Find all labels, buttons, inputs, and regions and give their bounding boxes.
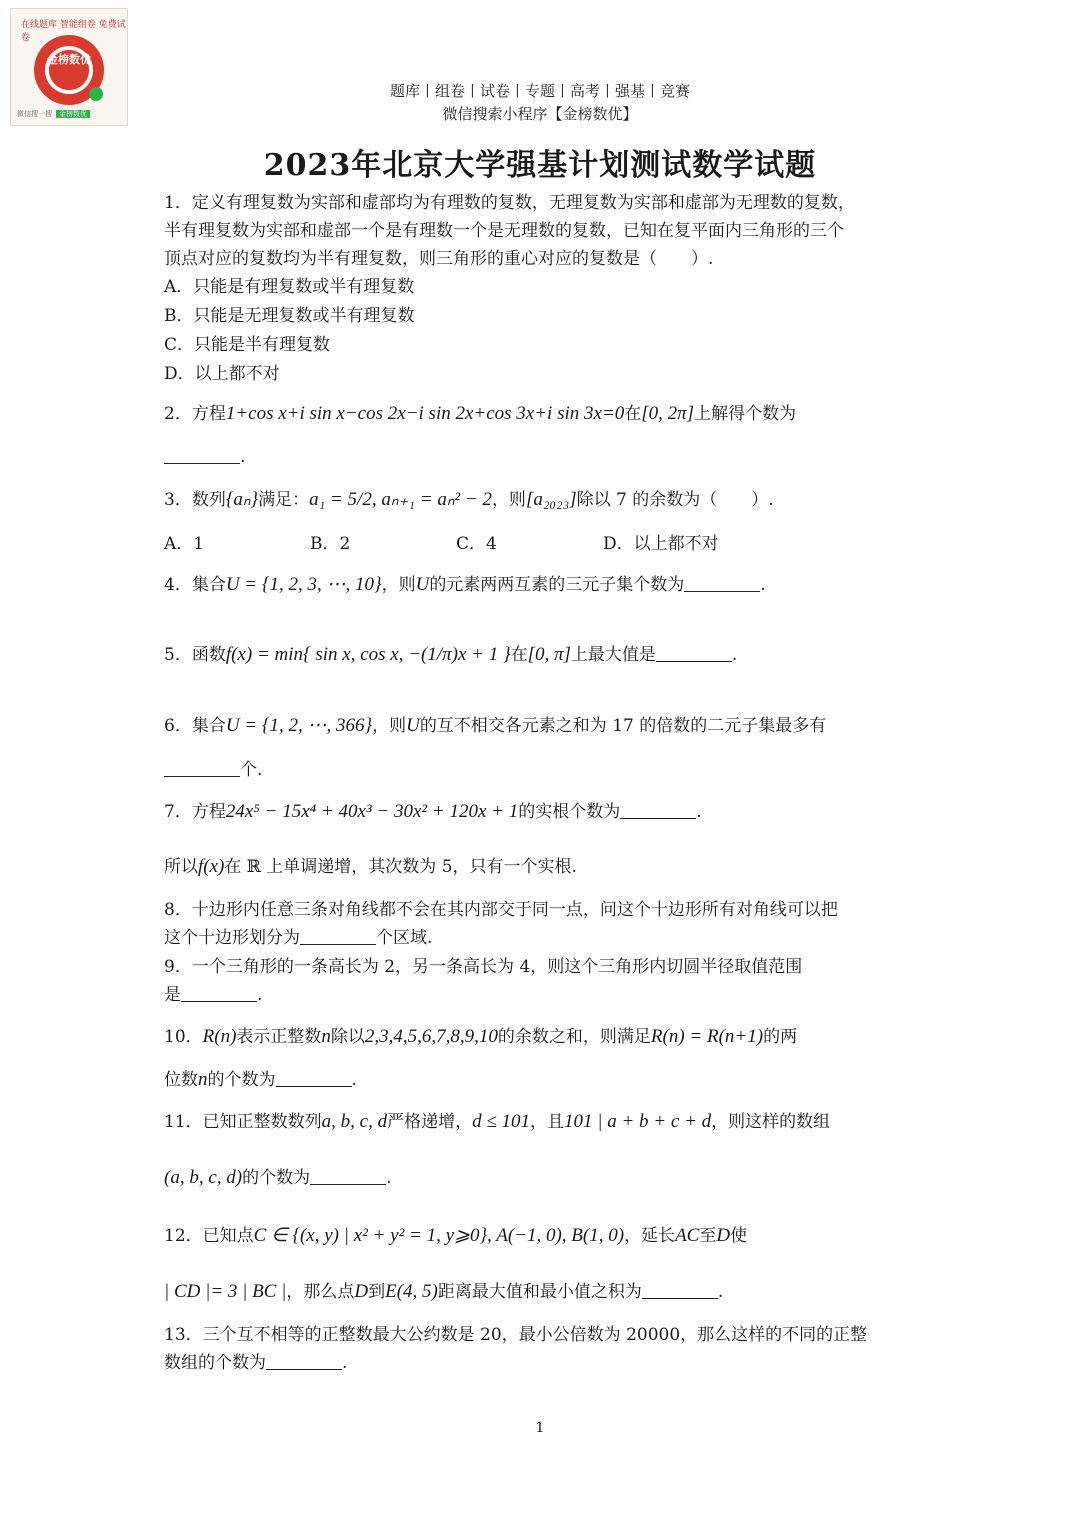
q12-post3: 使 — [730, 1226, 748, 1246]
q11-line1 — [164, 1108, 920, 1136]
q3-equation: a₁ = 5/2, aₙ₊₁ = aₙ² − 2 — [309, 489, 492, 510]
header-search: 微信搜索小程序【金榜数优】 — [442, 105, 638, 123]
q12-point-e: E(4, 5) — [385, 1281, 438, 1302]
q8-line1: 8．十边形内任意三条对角线都不会在其内部交于同一点，问这个十边形所有对角线可以把 — [164, 900, 838, 920]
q2-end: . — [240, 447, 246, 467]
q4-set: U = {1, 2, 3, ⋯, 10} — [225, 574, 382, 595]
q5-equation: f(x) = min{ sin x, cos x, −(1/π)x + 1 } — [225, 644, 511, 665]
q2-prefix: 2．方程 — [164, 404, 226, 424]
badge-bar-right: 金榜数优 — [56, 110, 90, 118]
answer-blank — [684, 573, 760, 592]
answer-blank — [164, 445, 240, 464]
q5-range: [0, π] — [527, 644, 571, 665]
q3-mid: 满足： — [258, 490, 310, 510]
note-prefix: 所以 — [164, 857, 198, 877]
q7-end: . — [696, 802, 702, 822]
q5-mid: 在 — [510, 645, 528, 665]
answer-blank — [310, 1166, 386, 1185]
q9-end: . — [257, 985, 263, 1005]
q5-line1 — [164, 641, 920, 669]
q5-post: 上最大值是 — [570, 645, 656, 665]
q12-line2-post: ，那么点 — [286, 1282, 355, 1302]
q13-end: . — [342, 1353, 348, 1373]
q10-line2-n: n — [198, 1069, 208, 1090]
q8-line2-text: 这个十边形划分为 — [164, 928, 300, 948]
q2-mid: 在 — [624, 404, 642, 424]
answer-blank — [266, 1351, 342, 1370]
q3-post: 除以 7 的余数为（ ）. — [576, 490, 774, 510]
answer-blank — [656, 643, 732, 662]
q10-n: n — [321, 1026, 331, 1047]
q12-ac: AC — [675, 1225, 700, 1246]
q11-end: . — [386, 1168, 392, 1188]
q6-prefix: 6．集合 — [164, 716, 226, 736]
q10-post2: 除以 — [330, 1027, 365, 1047]
header-nav: 题库丨组卷丨试卷丨专题丨高考丨强基丨竞赛 — [389, 82, 690, 100]
q2-range: [0, 2π] — [641, 403, 695, 424]
q1-option-d: D．以上都不对 — [164, 364, 280, 384]
badge-bar-left: 微信搜一搜 — [17, 110, 52, 118]
q6-end: 个. — [240, 760, 263, 780]
q10-rn: R(n) — [202, 1026, 237, 1047]
note-post: 在 ℝ 上单调递增，其次数为 5，只有一个实根. — [224, 857, 577, 877]
q11-line2 — [164, 1164, 920, 1192]
q8-line2 — [164, 924, 920, 952]
q5-prefix: 5．函数 — [164, 645, 226, 665]
q12-line2-d: D — [354, 1281, 369, 1302]
q10-end: . — [351, 1070, 357, 1090]
q12-prefix: 12．已知点 — [164, 1226, 254, 1246]
q11-post2: ，且 — [530, 1112, 565, 1132]
answer-blank — [620, 800, 696, 819]
q3-line1 — [164, 486, 920, 514]
q9-line2 — [164, 981, 920, 1009]
answer-blank — [276, 1068, 352, 1087]
q5-end: . — [731, 645, 738, 665]
q4-post2: 的元素两两互素的三元子集个数为 — [429, 575, 685, 595]
q10-line2 — [164, 1066, 920, 1094]
q12-post2: 至 — [699, 1226, 717, 1246]
q10-prefix: 10． — [164, 1027, 203, 1047]
q4-post: ，则 — [381, 575, 416, 595]
q10-list: 2,3,4,5,6,7,8,9,10 — [364, 1026, 498, 1047]
q11-tuple: (a, b, c, d) — [164, 1167, 243, 1188]
q7-equation: 24x⁵ − 15x⁴ + 40x³ − 30x² + 120x + 1 — [225, 801, 519, 822]
q6-post: ，则 — [372, 716, 407, 736]
q6-line1 — [164, 712, 920, 740]
q3-option-d: D．以上都不对 — [603, 534, 719, 554]
q3-option-c: C．4 — [456, 534, 497, 554]
q1-option-a: A．只能是有理复数或半有理复数 — [164, 277, 415, 297]
q12-set: C ∈ {(x, y) | x² + y² = 1, y⩾0}, A(−1, 0), B(1, 0) — [253, 1225, 625, 1246]
q9-line1: 9．一个三角形的一条高长为 2，另一条高长为 4，则这个三角形内切圆半径取值范围 — [164, 957, 803, 977]
answer-blank — [642, 1280, 718, 1299]
q6-set: U = {1, 2, ⋯, 366} — [225, 715, 373, 736]
q11-line2-post: 的个数为 — [242, 1168, 311, 1188]
q4-u: U — [415, 574, 430, 595]
q1-line3: 顶点对应的复数均为半有理复数，则三角形的重心对应的复数是（ ）. — [164, 249, 714, 269]
q6-line2 — [164, 756, 920, 784]
q10-post4: 的两 — [763, 1027, 798, 1047]
q3-sequence: {aₙ} — [225, 489, 259, 510]
badge-center-text: 金榜数优 — [47, 53, 91, 66]
answer-blank — [300, 926, 376, 945]
q1-option-c: C．只能是半有理复数 — [164, 335, 331, 355]
q10-post3: 的余数之和，则满足 — [497, 1027, 651, 1047]
q12-line2-post2: 到 — [368, 1282, 386, 1302]
q13-line2 — [164, 1349, 920, 1377]
answer-blank — [164, 758, 240, 777]
q10-line2-post: 的个数为 — [207, 1070, 276, 1090]
q3-floor: [a₂₀₂₃] — [525, 489, 577, 510]
q13-line1: 13．三个互不相等的正整数最大公约数是 20，最小公倍数为 20000，那么这样的不同的正整 — [164, 1325, 868, 1345]
q1-line2: 半有理复数为实部和虚部一个是有理数一个是无理数的复数，已知在复平面内三角形的三个 — [164, 221, 844, 241]
q11-prefix: 11．已知正整数数列 — [164, 1112, 322, 1132]
q8-end: 个区域. — [376, 928, 433, 948]
q11-post: 严格递增， — [387, 1112, 473, 1132]
q12-d: D — [716, 1225, 731, 1246]
note-fx: f(x) — [198, 856, 225, 877]
q7-line1 — [164, 798, 920, 826]
q11-divisibility: 101 | a + b + c + d — [564, 1111, 712, 1132]
q2-post: 上解得个数为 — [694, 404, 797, 424]
page-title: 2023年北京大学强基计划测试数学试题 — [263, 148, 817, 183]
q4-end: . — [760, 575, 766, 595]
q10-post: 表示正整数 — [236, 1027, 322, 1047]
q3-option-b: B．2 — [310, 534, 351, 554]
q4-line1 — [164, 571, 920, 599]
q12-line1 — [164, 1222, 920, 1250]
q1-option-b: B．只能是无理复数或半有理复数 — [164, 306, 415, 326]
q12-line2 — [164, 1278, 920, 1306]
q6-post2: 的互不相交各元素之和为 17 的倍数的二元子集最多有 — [419, 716, 827, 736]
q10-equation: R(n) = R(n+1) — [650, 1026, 764, 1047]
q12-end: . — [717, 1282, 724, 1302]
q12-post: ，延长 — [624, 1226, 676, 1246]
q2-line1 — [164, 400, 920, 428]
q7-prefix: 7．方程 — [164, 802, 226, 822]
q4-prefix: 4．集合 — [164, 575, 226, 595]
q1-line1: 1．定义有理复数为实部和虚部均为有理数的复数，无理复数为实部和虚部为无理数的复数， — [164, 193, 855, 213]
page-number: 1 — [535, 1420, 545, 1436]
q7-post: 的实根个数为 — [518, 802, 621, 822]
note-line — [164, 853, 920, 881]
q13-line2-text: 数组的个数为 — [164, 1353, 266, 1373]
q12-line2-eq: | CD |= 3 | BC | — [164, 1281, 287, 1302]
q3-option-a: A．1 — [164, 534, 205, 554]
q10-line1 — [164, 1023, 920, 1051]
q3-mid2: ，则 — [491, 490, 526, 510]
q12-line2-post3: 距离最大值和最小值之积为 — [437, 1282, 642, 1302]
q6-u: U — [406, 715, 420, 736]
badge-ring-text: 在线题库 智能组卷 免费试卷 — [21, 20, 126, 43]
answer-blank — [181, 983, 257, 1002]
q2-equation: 1+cos x+i sin x−cos 2x−i sin 2x+cos 3x+i sin 3x=0 — [225, 403, 625, 424]
q11-condition: d ≤ 101 — [472, 1111, 531, 1132]
q10-line2-text: 位数 — [164, 1070, 198, 1090]
q3-prefix: 3．数列 — [164, 490, 226, 510]
q11-post3: ，则这样的数组 — [711, 1112, 831, 1132]
q9-line2-text: 是 — [164, 985, 181, 1005]
q11-abcd: a, b, c, d — [321, 1111, 388, 1132]
q2-line2 — [164, 443, 920, 471]
